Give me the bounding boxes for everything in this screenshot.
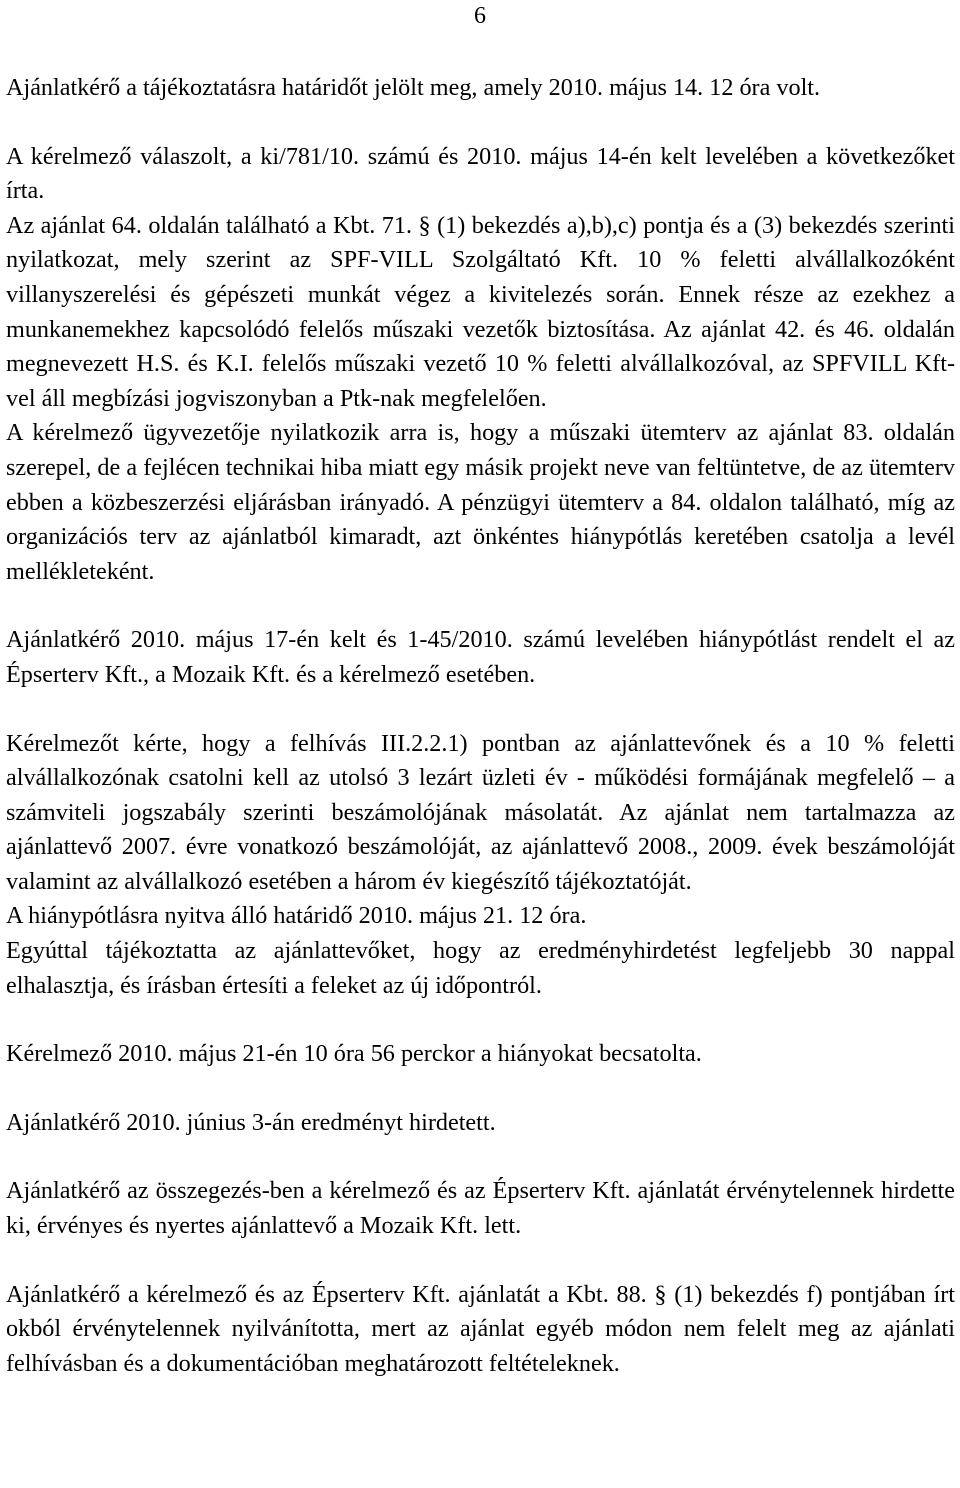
- paragraph-submission: Kérelmező 2010. május 21-én 10 óra 56 perckor a hiányokat becsatolta.: [6, 1040, 702, 1068]
- page-number: 6: [474, 3, 486, 29]
- paragraph-requirements: Kérelmezőt kérte, hogy a felhívás III.2.2.1) pontban az ajánlattevőnek és a 10 % feletti alvállalkozónak csatolni kell az utolsó 3 lezárt üzleti év - működési formájának megfelelő – a számviteli jogszabály szerinti beszámolójának másolatát. Az ajánlat nem tartalmazza az ajánlattevő 2007. évre vonatkozó beszámolóját, az ajánlattevő 2008., 2009. évek beszámolóját valamint az alvállalkozó esetében a három év kiegészítő tájékoztatóját.: [6, 729, 955, 895]
- paragraph-subcontractor: Az ajánlat 64. oldalán található a Kbt. 71. § (1) bekezdés a),b),c) pontja és a (3) bekezdés szerinti nyilatkozat, mely szerint az SPF-VILL Szolgáltató Kft. 10 % feletti alvállalkozóként villanyszerelési és gépészeti munkát végez a kivitelezés során. Ennek része az ezekhez a munkanemekhez kapcsolódó felelős műszaki vezetők biztosítása. Az ajánlat 42. és 46. oldalán megnevezett H.S. és K.I. felelős műszaki vezető 10 % feletti alvállalkozóval, az SPFVILL Kft-vel áll megbízási jogviszonyban a Ptk-nak megfelelően.: [6, 211, 955, 412]
- paragraph-invalidity: Ajánlatkérő a kérelmező és az Épserterv Kft. ajánlatát a Kbt. 88. § (1) bekezdés f) pontjában írt okból érvénytelennek nyilvánította, mert az ajánlat egyéb módon nem felelt meg az ajánlati felhívásban és a dokumentációban meghatározott feltételeknek.: [6, 1280, 955, 1377]
- paragraph-summary: Ajánlatkérő az összegezés-ben a kérelmező és az Épserterv Kft. ajánlatát érvénytelennek hirdette ki, érvényes és nyertes ajánlattevő a Mozaik Kft. lett.: [6, 1177, 955, 1240]
- paragraph-deficiency-deadline: A hiánypótlásra nyitva álló határidő 2010. május 21. 12 óra.: [6, 902, 587, 930]
- document-body: [6, 71, 955, 1381]
- paragraph-reply: A kérelmező válaszolt, a ki/781/10. számú és 2010. május 14-én kelt levelében a következőket írta.: [6, 142, 955, 205]
- paragraph-deficiency-request: Ajánlatkérő 2010. május 17-én kelt és 1-45/2010. számú levelében hiánypótlást rendelt el az Épserterv Kft., a Mozaik Kft. és a kérelmező esetében.: [6, 626, 955, 688]
- paragraph-deadline: Ajánlatkérő a tájékoztatásra határidőt jelölt meg, amely 2010. május 14. 12 óra volt.: [6, 74, 821, 101]
- paragraph-schedule: A kérelmező ügyvezetője nyilatkozik arra is, hogy a műszaki ütemterv az ajánlat 83. oldalán szerepel, de a fejlécen technikai hiba miatt egy másik projekt neve van feltüntetve, de az ütemterv ebben a közbeszerzési eljárásban irányadó. A pénzügyi ütemterv a 84. oldalon található, míg az organizációs terv az ajánlatból kimaradt, azt önkéntes hiánypótlás keretében csatolja a levél mellékleteként.: [6, 419, 955, 585]
- paragraph-result: Ajánlatkérő 2010. június 3-án eredményt hirdetett.: [6, 1108, 496, 1136]
- paragraph-postponement: Egyúttal tájékoztatta az ajánlattevőket, hogy az eredményhirdetést legfeljebb 30 nappal elhalasztja, és írásban értesíti a feleket az új időpontról.: [6, 937, 955, 999]
